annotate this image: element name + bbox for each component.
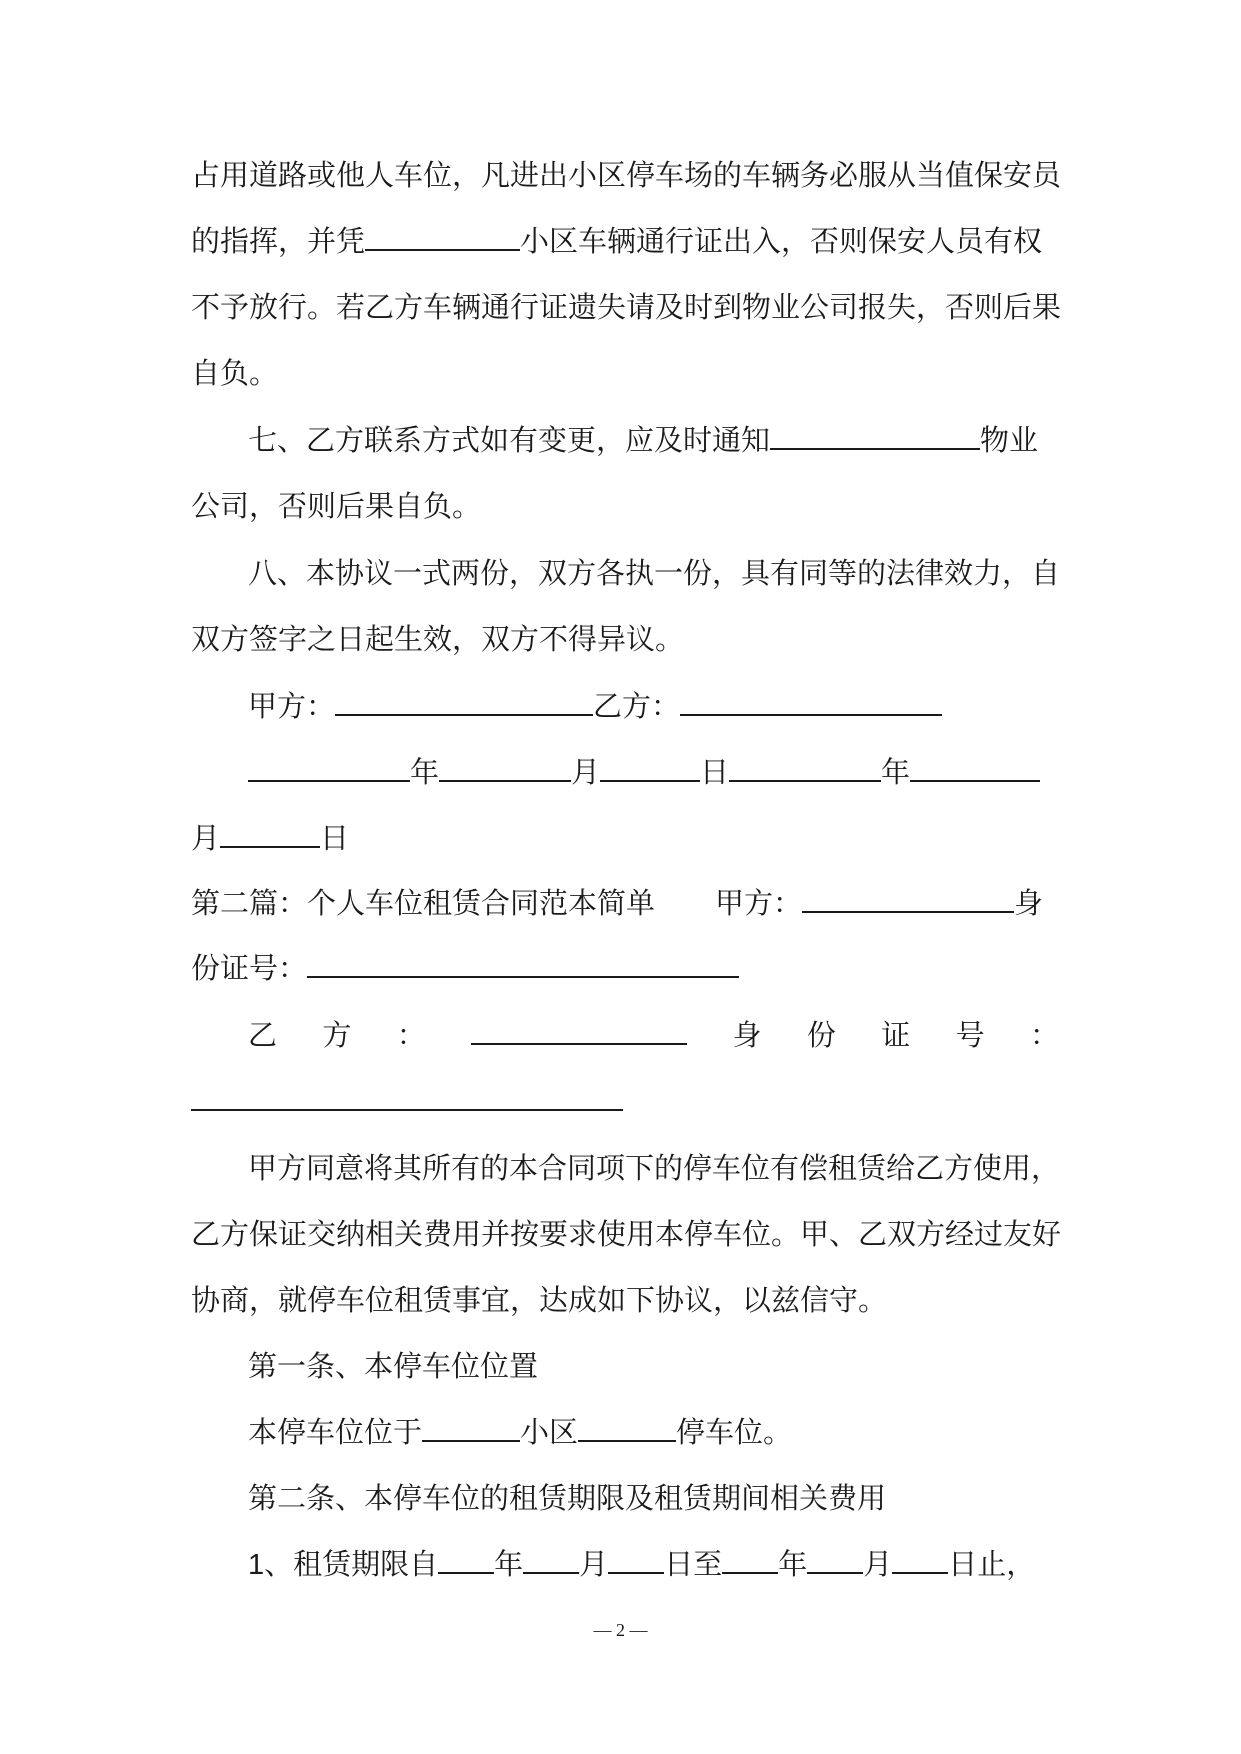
date-line bbox=[191, 818, 1059, 858]
text: 公司，否则后果自负。 bbox=[191, 489, 482, 523]
paragraph-line bbox=[248, 1412, 1059, 1452]
text: 的指挥，并凭 bbox=[191, 224, 366, 258]
text: 号 bbox=[955, 1018, 985, 1052]
section-heading-line bbox=[191, 883, 1059, 923]
text: 日 bbox=[320, 821, 350, 855]
paragraph-line bbox=[191, 619, 1059, 659]
paragraph-line bbox=[191, 486, 1059, 526]
text: 年 bbox=[881, 755, 911, 789]
text: 八、本协议一式两份，双方各执一份，具有同等的法律效力，自 bbox=[248, 556, 1061, 590]
fill-blank bbox=[191, 1083, 623, 1111]
signature-line bbox=[248, 686, 1059, 726]
text: 日止， bbox=[948, 1547, 1036, 1581]
text: 七、乙方联系方式如有变更，应及时通知 bbox=[248, 423, 771, 457]
fill-blank bbox=[248, 754, 410, 782]
paragraph-line bbox=[248, 1544, 1059, 1584]
text: 证 bbox=[881, 1018, 911, 1052]
paragraph-line bbox=[191, 155, 1062, 195]
fill-blank bbox=[365, 223, 520, 251]
paragraph-line bbox=[191, 1280, 1059, 1320]
text: 月 bbox=[579, 1547, 609, 1581]
party-a-label: 甲方： bbox=[715, 886, 803, 920]
fill-blank bbox=[910, 754, 1040, 782]
text: 停车位。 bbox=[676, 1415, 793, 1449]
justified-line bbox=[248, 1015, 1059, 1055]
text: ： bbox=[396, 1018, 426, 1052]
article-heading bbox=[248, 1346, 1059, 1386]
paragraph-line bbox=[191, 1214, 1062, 1254]
paragraph-line bbox=[248, 420, 1059, 460]
text: 月 bbox=[191, 821, 221, 855]
party-a-label: 甲方： bbox=[248, 689, 336, 723]
text: 第二条、本停车位的租赁期限及租赁期间相关费用 bbox=[248, 1481, 887, 1515]
text: 甲方同意将其所有的本合同项下的停车位有偿租赁给乙方使用， bbox=[248, 1151, 1061, 1185]
text: 物业 bbox=[980, 423, 1039, 457]
text: 日至 bbox=[664, 1547, 723, 1581]
text: 年 bbox=[778, 1547, 808, 1581]
text: 身 bbox=[732, 1018, 762, 1052]
text: 协商，就停车位租赁事宜，达成如下协议，以兹信守。 bbox=[191, 1283, 888, 1317]
text: 年 bbox=[494, 1547, 524, 1581]
paragraph-line bbox=[191, 948, 1059, 988]
text: 双方签字之日起生效，双方不得异议。 bbox=[191, 622, 685, 656]
text: 不予放行。若乙方车辆通行证遗失请及时到物业公司报失，否则后果 bbox=[191, 290, 1062, 324]
fill-blank bbox=[438, 1546, 494, 1574]
text: ： bbox=[1029, 1018, 1059, 1052]
paragraph-line bbox=[248, 553, 1059, 593]
fill-blank bbox=[422, 1414, 520, 1442]
paragraph-line bbox=[191, 287, 1062, 327]
text: 本停车位位于 bbox=[248, 1415, 423, 1449]
fill-blank bbox=[471, 1017, 687, 1045]
article-heading bbox=[248, 1478, 1059, 1518]
party-a-blank bbox=[335, 688, 593, 716]
fill-blank bbox=[600, 754, 700, 782]
fill-blank bbox=[802, 885, 1014, 913]
paragraph-line bbox=[191, 353, 1059, 393]
text: 、租赁期限自 bbox=[264, 1547, 439, 1581]
fill-blank bbox=[807, 1546, 863, 1574]
fill-blank bbox=[439, 754, 571, 782]
party-b-blank bbox=[680, 688, 942, 716]
text: 第一条、本停车位位置 bbox=[248, 1349, 539, 1383]
item-number: 1 bbox=[248, 1549, 265, 1581]
paragraph-line bbox=[191, 221, 1059, 261]
fill-blank bbox=[578, 1414, 676, 1442]
text: 份证号： bbox=[191, 951, 308, 985]
text: 日 bbox=[700, 755, 730, 789]
section-heading: 第二篇：个人车位租赁合同范本简单 bbox=[191, 886, 656, 920]
fill-blank bbox=[729, 754, 881, 782]
fill-blank bbox=[307, 950, 739, 978]
party-b-label: 乙方： bbox=[593, 689, 681, 723]
text: 方 bbox=[322, 1018, 352, 1052]
text: 月 bbox=[863, 1547, 893, 1581]
text: 自负。 bbox=[191, 356, 279, 390]
paragraph-line bbox=[191, 1081, 1059, 1121]
date-line bbox=[248, 752, 1059, 792]
text: 乙 bbox=[248, 1018, 278, 1052]
fill-blank bbox=[523, 1546, 579, 1574]
text: 年 bbox=[410, 755, 440, 789]
page-number: — 2 — bbox=[593, 1620, 648, 1640]
text: 占用道路或他人车位，凡进出小区停车场的车辆务必服从当值保安员 bbox=[191, 158, 1062, 192]
text: 乙方保证交纳相关费用并按要求使用本停车位。甲、乙双方经过友好 bbox=[191, 1217, 1062, 1251]
text: 身 bbox=[1014, 886, 1044, 920]
fill-blank bbox=[770, 422, 980, 450]
text: 份 bbox=[806, 1018, 836, 1052]
fill-blank bbox=[722, 1546, 778, 1574]
text: 小区车辆通行证出入，否则保安人员有权 bbox=[520, 224, 1043, 258]
text: 月 bbox=[571, 755, 601, 789]
fill-blank bbox=[892, 1546, 948, 1574]
fill-blank bbox=[220, 820, 320, 848]
fill-blank bbox=[608, 1546, 664, 1574]
text: 小区 bbox=[520, 1415, 579, 1449]
paragraph-line bbox=[248, 1148, 1059, 1188]
